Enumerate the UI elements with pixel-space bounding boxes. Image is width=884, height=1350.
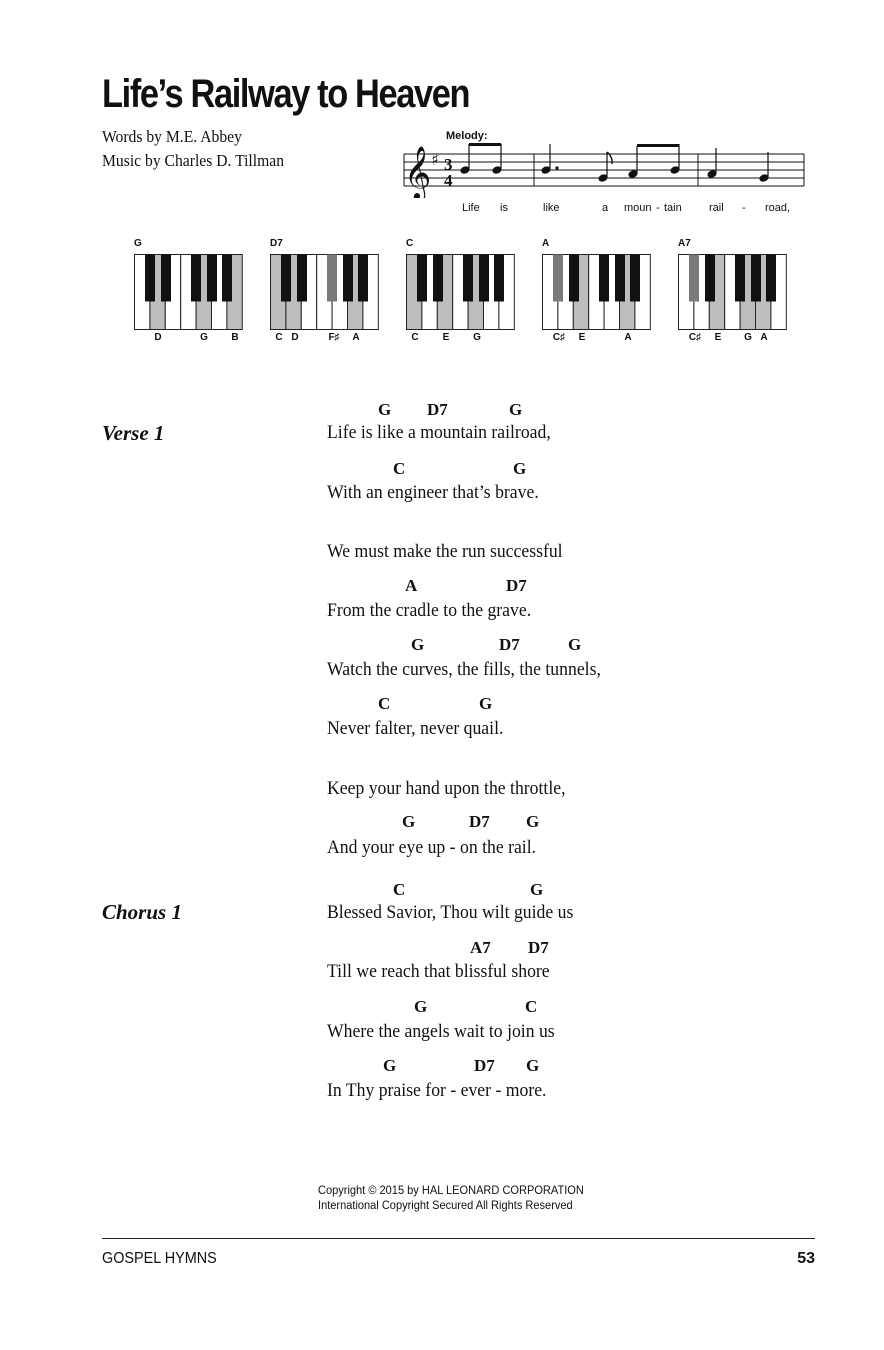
chord-symbol: G: [526, 1056, 540, 1075]
chord-symbol: D7: [506, 576, 527, 595]
keyboard-keys: [134, 254, 246, 330]
melody-syllable: rail: [709, 202, 724, 214]
music-credit: Music by Charles D. Tillman: [102, 151, 285, 170]
keyboard-note-label: A: [760, 332, 768, 343]
time-signature-bottom: 4: [444, 171, 453, 190]
chord-symbol: A: [405, 576, 418, 595]
book-title: GOSPEL HYMNS: [102, 1250, 217, 1267]
keyboard-note-label: A: [352, 332, 360, 343]
section-label-verse-1: Verse 1: [102, 421, 165, 445]
copyright-line: International Copyright Secured All Rights Reserved: [318, 1198, 573, 1212]
chord-symbol: G: [402, 812, 416, 831]
copyright-line: Copyright © 2015 by HAL LEONARD CORPORATION: [318, 1183, 584, 1197]
keyboard-note-label: E: [714, 332, 722, 343]
chord-symbol: G: [509, 400, 523, 419]
melody-syllable: -: [656, 202, 660, 214]
lyric-line: Blessed Savior, Thou wilt guide us: [327, 902, 574, 923]
keyboard-keys: [542, 254, 654, 330]
lyric-line: And your eye up - on the rail.: [327, 837, 537, 858]
chord-symbol: D7: [528, 938, 549, 957]
chord-symbol: D7: [474, 1056, 495, 1075]
keyboard-chord-name: A7: [678, 238, 691, 249]
keyboard-chord-name: D7: [270, 238, 283, 249]
treble-clef-icon: 𝄞: [404, 145, 432, 198]
melody-syllable: like: [543, 202, 560, 214]
section-label-chorus-1: Chorus 1: [102, 900, 182, 924]
keyboard-note-label: G: [200, 332, 208, 343]
chord-symbol: D7: [469, 812, 490, 831]
time-signature-top: 3: [444, 155, 453, 174]
keyboard-note-label: F♯: [328, 332, 340, 343]
chord-symbol: G: [479, 694, 493, 713]
melody-syllable: -: [742, 202, 746, 214]
page-number: 53: [797, 1250, 815, 1267]
chord-symbol: C: [378, 694, 391, 713]
keyboard-note-label: A: [624, 332, 632, 343]
keyboard-note-label: C♯: [688, 332, 702, 343]
chord-symbol: G: [513, 459, 527, 478]
melody-syllable: Life: [462, 202, 480, 214]
keyboard-note-label: C♯: [552, 332, 566, 343]
chord-symbol: G: [411, 635, 425, 654]
lyric-line: Till we reach that blissful shore: [327, 961, 550, 982]
melody-staff: [400, 140, 810, 198]
melody-syllable: is: [500, 202, 508, 214]
melody-syllable: moun: [624, 202, 652, 214]
chord-symbol: G: [530, 880, 544, 899]
keyboard-chord-name: A: [542, 238, 550, 249]
keyboard-note-label: D: [154, 332, 162, 343]
chord-symbol: G: [526, 812, 540, 831]
lyric-line: Watch the curves, the fills, the tunnels,: [327, 659, 601, 680]
lyric-line: Life is like a mountain railroad,: [327, 422, 551, 443]
lyric-line: In Thy praise for - ever - more.: [327, 1080, 547, 1101]
keyboard-note-label: C: [275, 332, 283, 343]
keyboard-keys: [406, 254, 518, 330]
lyric-line: With an engineer that’s brave.: [327, 482, 539, 503]
melody-syllable: tain: [664, 202, 682, 214]
lyric-line: Never falter, never quail.: [327, 718, 504, 739]
keyboard-note-label: G: [744, 332, 752, 343]
melody-syllable: a: [602, 202, 609, 214]
chord-symbol: G: [568, 635, 582, 654]
lyric-line: Where the angels wait to join us: [327, 1021, 555, 1042]
melody-label: Melody:: [446, 130, 488, 142]
keyboard-note-label: B: [231, 332, 239, 343]
chord-symbol: C: [393, 880, 406, 899]
chord-symbol: A7: [470, 938, 491, 957]
keyboard-note-label: D: [291, 332, 299, 343]
lyric-line: From the cradle to the grave.: [327, 600, 532, 621]
keyboard-note-label: E: [578, 332, 586, 343]
chord-symbol: G: [378, 400, 392, 419]
keyboard-chord-name: C: [406, 238, 414, 249]
keyboard-chord-name: G: [134, 238, 142, 249]
chord-symbol: G: [383, 1056, 397, 1075]
lyric-line: We must make the run successful: [327, 541, 563, 562]
keyboard-keys: [678, 254, 790, 330]
keyboard-note-label: E: [442, 332, 450, 343]
chord-symbol: G: [414, 997, 428, 1016]
lyric-line: Keep your hand upon the throttle,: [327, 778, 566, 799]
keyboard-keys: [270, 254, 382, 330]
chord-symbol: C: [525, 997, 538, 1016]
keyboard-note-label: G: [473, 332, 481, 343]
footer-divider: [102, 1238, 815, 1239]
song-title: Life’s Railway to Heaven: [102, 72, 470, 116]
keyboard-note-label: C: [411, 332, 419, 343]
words-credit: Words by M.E. Abbey: [102, 127, 242, 146]
melody-syllable: road,: [765, 202, 791, 214]
chord-symbol: D7: [499, 635, 520, 654]
chord-symbol: C: [393, 459, 406, 478]
sharp-sign: ♯: [431, 150, 439, 169]
chord-symbol: D7: [427, 400, 448, 419]
